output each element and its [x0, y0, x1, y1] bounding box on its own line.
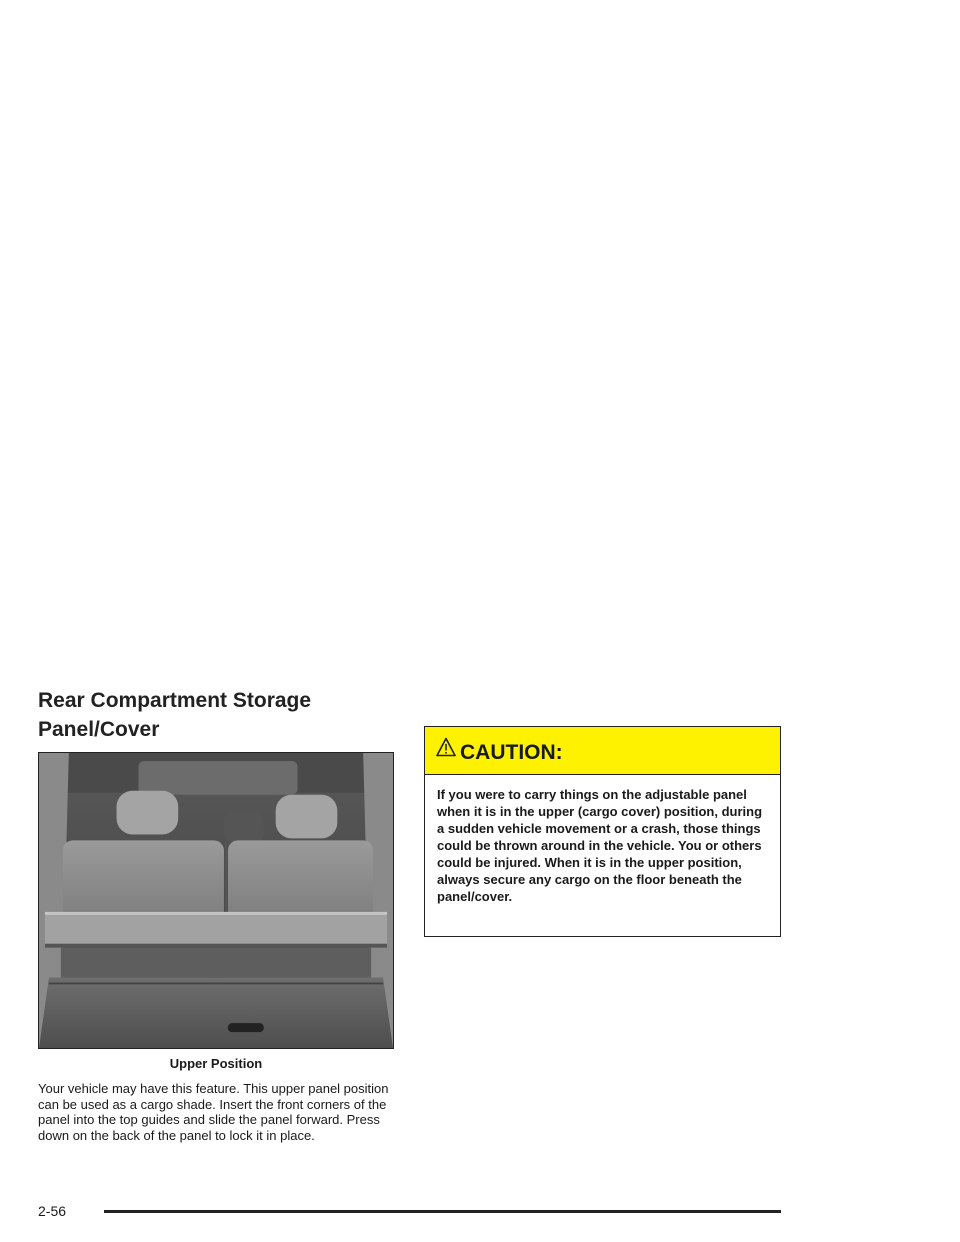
caution-label: CAUTION: — [460, 740, 563, 764]
section-title-line2: Panel/Cover — [38, 718, 160, 741]
section-title-line1: Rear Compartment Storage — [38, 689, 312, 712]
caution-header — [425, 727, 780, 775]
section-title — [38, 686, 398, 744]
page-number: 2-56 — [38, 1203, 67, 1219]
caution-triangle-icon — [436, 737, 456, 757]
cargo-area-photo — [38, 752, 394, 1049]
photo-illustration — [39, 753, 393, 1048]
caution-text: If you were to carry things on the adjustable panel when it is in the upper (cargo cover) position, during a sudden vehicle movement or a crash, those things could be thrown around in the vehicle. You or others could be injured. When it is in the upper position, always secure any cargo on the floor beneath the panel/cover. — [437, 787, 763, 904]
footer-rule — [104, 1210, 781, 1213]
body-paragraph: Your vehicle may have this feature. This upper panel position can be used as a cargo shade. Insert the front corners of the panel into the top guides and slide the panel forward. Press down on the back of the panel to lock it in place. — [38, 1081, 389, 1143]
figure-caption: Upper Position — [169, 1056, 263, 1071]
caution-box — [424, 726, 781, 937]
